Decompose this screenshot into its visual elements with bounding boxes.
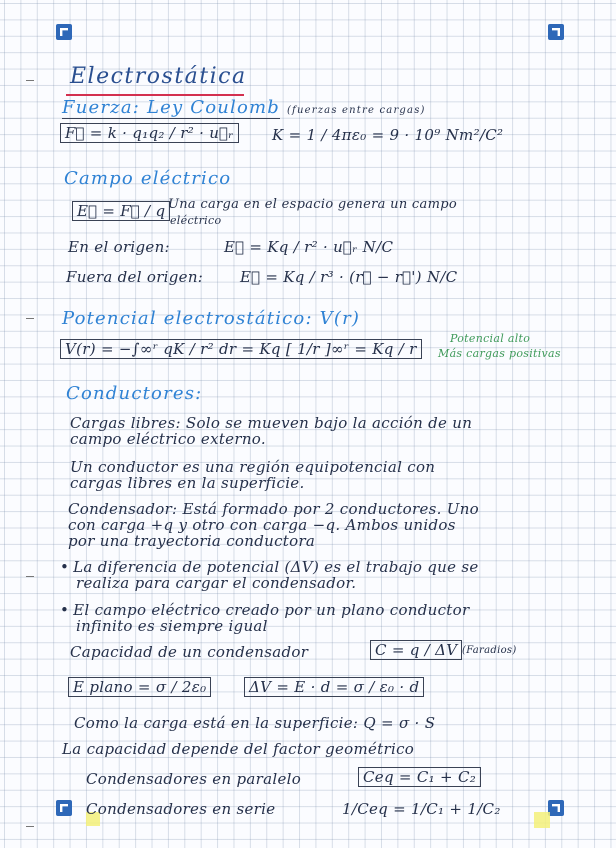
title-underline <box>66 94 244 96</box>
highlight-mark <box>534 812 550 828</box>
cargas-libres-line-1: Cargas libres: Solo se mueven bajo la acción de un <box>70 414 473 432</box>
carga-superficie: Como la carga está en la superficie: Q = σ · S <box>74 714 436 732</box>
fuerza-heading-text: Fuerza: Ley Coulomb <box>62 97 281 118</box>
fuerza-note: (fuerzas entre cargas) <box>286 105 426 116</box>
condensador-line-3: por una trayectoria conductora <box>68 532 316 550</box>
campo-formula-box: E⃗ = F⃗ / q <box>72 201 170 221</box>
capacidad-unit: (Faradios) <box>462 645 517 656</box>
bullet-2-line-1: • El campo eléctrico creado por un plano conductor <box>60 601 469 619</box>
bullet-2-line-2: infinito es siempre igual <box>76 617 268 635</box>
fuera-formula: E⃗ = Kq / r³ · (r⃗ − r⃗') N/C <box>240 268 458 286</box>
bullet-1-line-1: • La diferencia de potencial (ΔV) es el trabajo que se <box>60 558 479 576</box>
paralelo-formula-box: Ceq = C₁ + C₂ <box>358 767 481 787</box>
cargas-libres-line-2: campo eléctrico externo. <box>70 430 266 448</box>
fuerza-heading <box>62 97 426 118</box>
potencial-side-note-2: Más cargas positivas <box>438 347 561 360</box>
corner-bracket-icon <box>548 800 564 816</box>
fuera-label: Fuera del origen: <box>66 268 204 286</box>
potencial-side-note-1: Potencial alto <box>450 332 531 345</box>
paralelo-formula <box>358 768 481 786</box>
margin-tick <box>26 80 34 81</box>
eplano-formula <box>68 678 211 696</box>
campo-heading: Campo eléctrico <box>64 168 232 189</box>
serie-formula: 1/Ceq = 1/C₁ + 1/C₂ <box>342 800 501 818</box>
serie-label: Condensadores en serie <box>86 800 276 818</box>
capacidad-label: Capacidad de un condensador <box>70 643 309 661</box>
potencial-heading: Potencial electrostático: V(r) <box>62 308 361 329</box>
margin-tick <box>26 826 34 827</box>
page-title: Electrostática <box>70 64 247 89</box>
origen-formula: E⃗ = Kq / r² · u⃗ᵣ N/C <box>224 238 394 256</box>
condensador-line-1: Condensador: Está formado por 2 conductores. Uno <box>68 500 479 518</box>
margin-tick <box>26 576 34 577</box>
coulomb-formula <box>60 124 239 142</box>
condensador-line-2: con carga +q y otro con carga −q. Ambos unidos <box>68 516 456 534</box>
bullet-1-line-2: realiza para cargar el condensador. <box>76 574 357 592</box>
campo-formula <box>72 202 170 220</box>
paralelo-label: Condensadores en paralelo <box>86 770 302 788</box>
origen-label: En el origen: <box>68 238 170 256</box>
campo-description-1: Una carga en el espacio genera un campo <box>168 197 457 212</box>
coulomb-formula-box: F⃗ = k · q₁q₂ / r² · u⃗ᵣ <box>60 123 239 143</box>
delta-v-formula-box: ΔV = E · d = σ / ε₀ · d <box>244 677 424 697</box>
eplano-formula-box: E plano = σ / 2ε₀ <box>68 677 211 697</box>
capacidad-formula-box: C = q / ΔV <box>370 640 462 660</box>
k-constant-formula: K = 1 / 4πε₀ = 9 · 10⁹ Nm²/C² <box>272 126 504 144</box>
campo-description-2: eléctrico <box>170 214 222 227</box>
delta-v-formula <box>244 678 424 696</box>
conductor-line-2: cargas libres en la superficie. <box>70 474 305 492</box>
margin-tick <box>26 318 34 319</box>
conductor-line-1: Un conductor es una región equipotencial con <box>70 458 436 476</box>
corner-bracket-icon <box>548 24 564 40</box>
conductores-heading: Conductores: <box>66 383 203 404</box>
corner-bracket-icon <box>56 800 72 816</box>
corner-bracket-icon <box>56 24 72 40</box>
factor-geometrico: La capacidad depende del factor geométrico <box>62 740 415 758</box>
potencial-formula <box>60 340 422 358</box>
potencial-formula-box: V(r) = −∫∞ʳ qK / r² dr = Kq [ 1/r ]∞ʳ = Kq / r <box>60 339 422 359</box>
capacidad-formula <box>370 641 462 659</box>
